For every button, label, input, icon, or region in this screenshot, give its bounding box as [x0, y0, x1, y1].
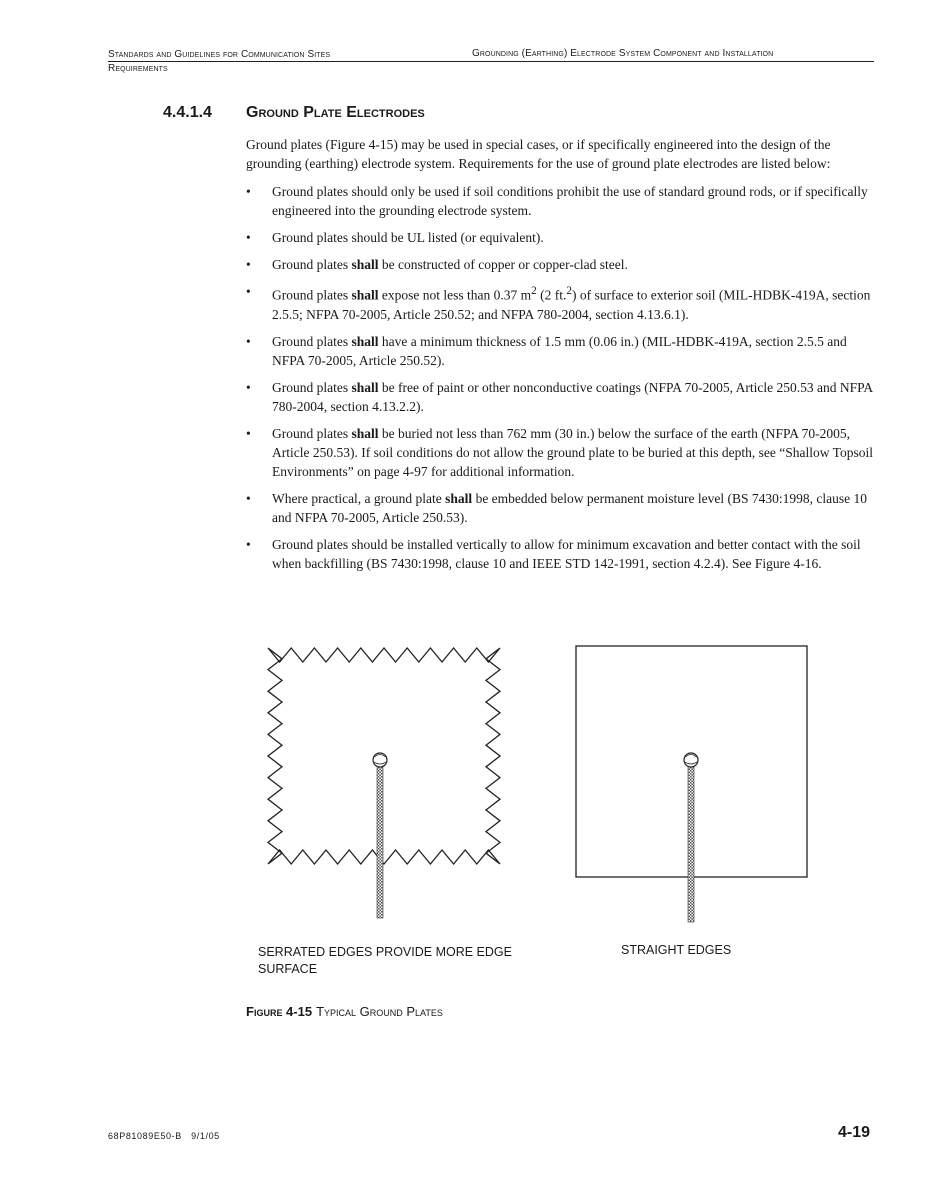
requirements-list: [246, 182, 874, 573]
intro-paragraph: Ground plates (Figure 4-15) may be used in special cases, or if specifically engineered into the design of the grounding (earthing) electrode system. Requirements for the use of ground plate electrodes are listed below:: [246, 137, 831, 171]
list-item: [246, 489, 874, 527]
list-item: [246, 228, 874, 247]
bullet-emphasis: shall: [445, 490, 473, 506]
bullet-emphasis: shall: [351, 333, 379, 349]
bullet-emphasis: shall: [351, 425, 379, 441]
running-header-right: Grounding (Earthing) Electrode System Component and Installation: [472, 48, 774, 59]
bullet-marker: •: [246, 184, 251, 199]
ground-plates-figure: [255, 635, 815, 930]
figure-caption-serrated: SERRATED EDGES PROVIDE MORE EDGE SURFACE: [258, 945, 512, 976]
list-item: [246, 378, 874, 416]
superscript: 2: [566, 285, 572, 297]
bullet-text-pre: Where practical, a ground plate: [272, 490, 446, 506]
bullet-text-post: have a minimum thickness of 1.5 mm (0.06 in.) (MIL-HDBK-419A, section 2.5.5 and NFPA 70-2005, Article 250.52).: [272, 333, 847, 368]
bullet-marker: •: [246, 284, 251, 299]
list-item: [246, 282, 874, 324]
figure-label: Figure 4-15: [246, 1004, 313, 1019]
bullet-marker: •: [246, 230, 251, 245]
bullet-marker: •: [246, 333, 251, 349]
bullet-text: Ground plates should be installed vertically to allow for minimum excavation and better contact with the soil when backfilling (BS 7430:1998, clause 10 and IEEE STD 142-1991, section 4.2.4). See Figure 4-16.: [272, 536, 861, 571]
bullet-text-post: be free of paint or other nonconductive coatings (NFPA 70-2005, Article 250.53 and NFPA 780-2004, section 4.13.2.2).: [272, 379, 873, 414]
list-item: [246, 255, 874, 274]
bullet-emphasis: shall: [351, 287, 379, 303]
list-item: [246, 332, 874, 370]
running-header-left: [108, 48, 330, 76]
bullet-marker: •: [246, 425, 251, 441]
bullet-marker: •: [246, 490, 251, 506]
section-body: [246, 135, 874, 581]
bullet-emphasis: shall: [351, 257, 379, 272]
header-left-line1: Standards and Guidelines for Communication Sites: [108, 49, 331, 60]
bullet-text-pre: Ground plates: [272, 379, 352, 395]
ground-conductor: [688, 765, 694, 922]
bullet-text-pre: Ground plates: [272, 333, 352, 349]
ground-conductor: [377, 765, 383, 918]
figure-caption-straight: STRAIGHT EDGES: [621, 943, 732, 957]
figure-title-text: Typical Ground Plates: [316, 1004, 443, 1019]
bullet-text: Ground plates should be UL listed (or equivalent).: [272, 230, 544, 245]
list-item: [246, 182, 874, 220]
header-rule: [108, 61, 874, 62]
conductor-connection: [373, 753, 387, 767]
bullet-text-pre: Ground plates: [272, 287, 352, 303]
bullet-text-mid: (2 ft.: [536, 287, 567, 303]
page-number: 4-19: [838, 1124, 871, 1141]
bullet-marker: •: [246, 536, 251, 552]
list-item: [246, 424, 874, 481]
straight-ground-plate: [576, 646, 807, 922]
bullet-marker: •: [246, 379, 251, 395]
bullet-text-pre: Ground plates: [272, 425, 352, 441]
bullet-text-pre: Ground plates: [272, 257, 352, 272]
list-item: [246, 535, 874, 573]
serrated-ground-plate: [268, 648, 500, 918]
bullet-text-post: ) of surface to exterior soil (MIL-HDBK-419A, section 2.5.5; NFPA 70-2005, Article 250.52; and NFPA 780-2004, section 4.13.6.1).: [272, 287, 871, 322]
superscript: 2: [531, 285, 537, 297]
header-left-line2: Requirements: [108, 63, 168, 74]
section-title: Ground Plate Electrodes: [246, 104, 425, 121]
section-number: 4.4.1.4: [163, 104, 212, 121]
conductor-connection: [684, 753, 698, 767]
bullet-marker: •: [246, 257, 251, 272]
figure-title: [246, 1004, 443, 1019]
bullet-text: Ground plates should only be used if soil conditions prohibit the use of standard ground rods, or if specifically engineered into the grounding electrode system.: [272, 184, 868, 218]
bullet-text-mid: expose not less than 0.37 m: [378, 287, 532, 303]
bullet-emphasis: shall: [351, 379, 379, 395]
footer-doc-id: 68P81089E50-B 9/1/05: [108, 1131, 220, 1141]
bullet-text-post: be constructed of copper or copper-clad steel.: [378, 257, 628, 272]
bullet-text-post: be embedded below permanent moisture level (BS 7430:1998, clause 10 and NFPA 70-2005, Article 250.53).: [272, 490, 867, 525]
bullet-text-post: be buried not less than 762 mm (30 in.) below the surface of the earth (NFPA 70-2005, Article 250.53). If soil conditions do not allow the ground plate to be buried at this depth, see “Shallow Topsoil Environments” on page 4-97 for additional information.: [272, 425, 873, 479]
